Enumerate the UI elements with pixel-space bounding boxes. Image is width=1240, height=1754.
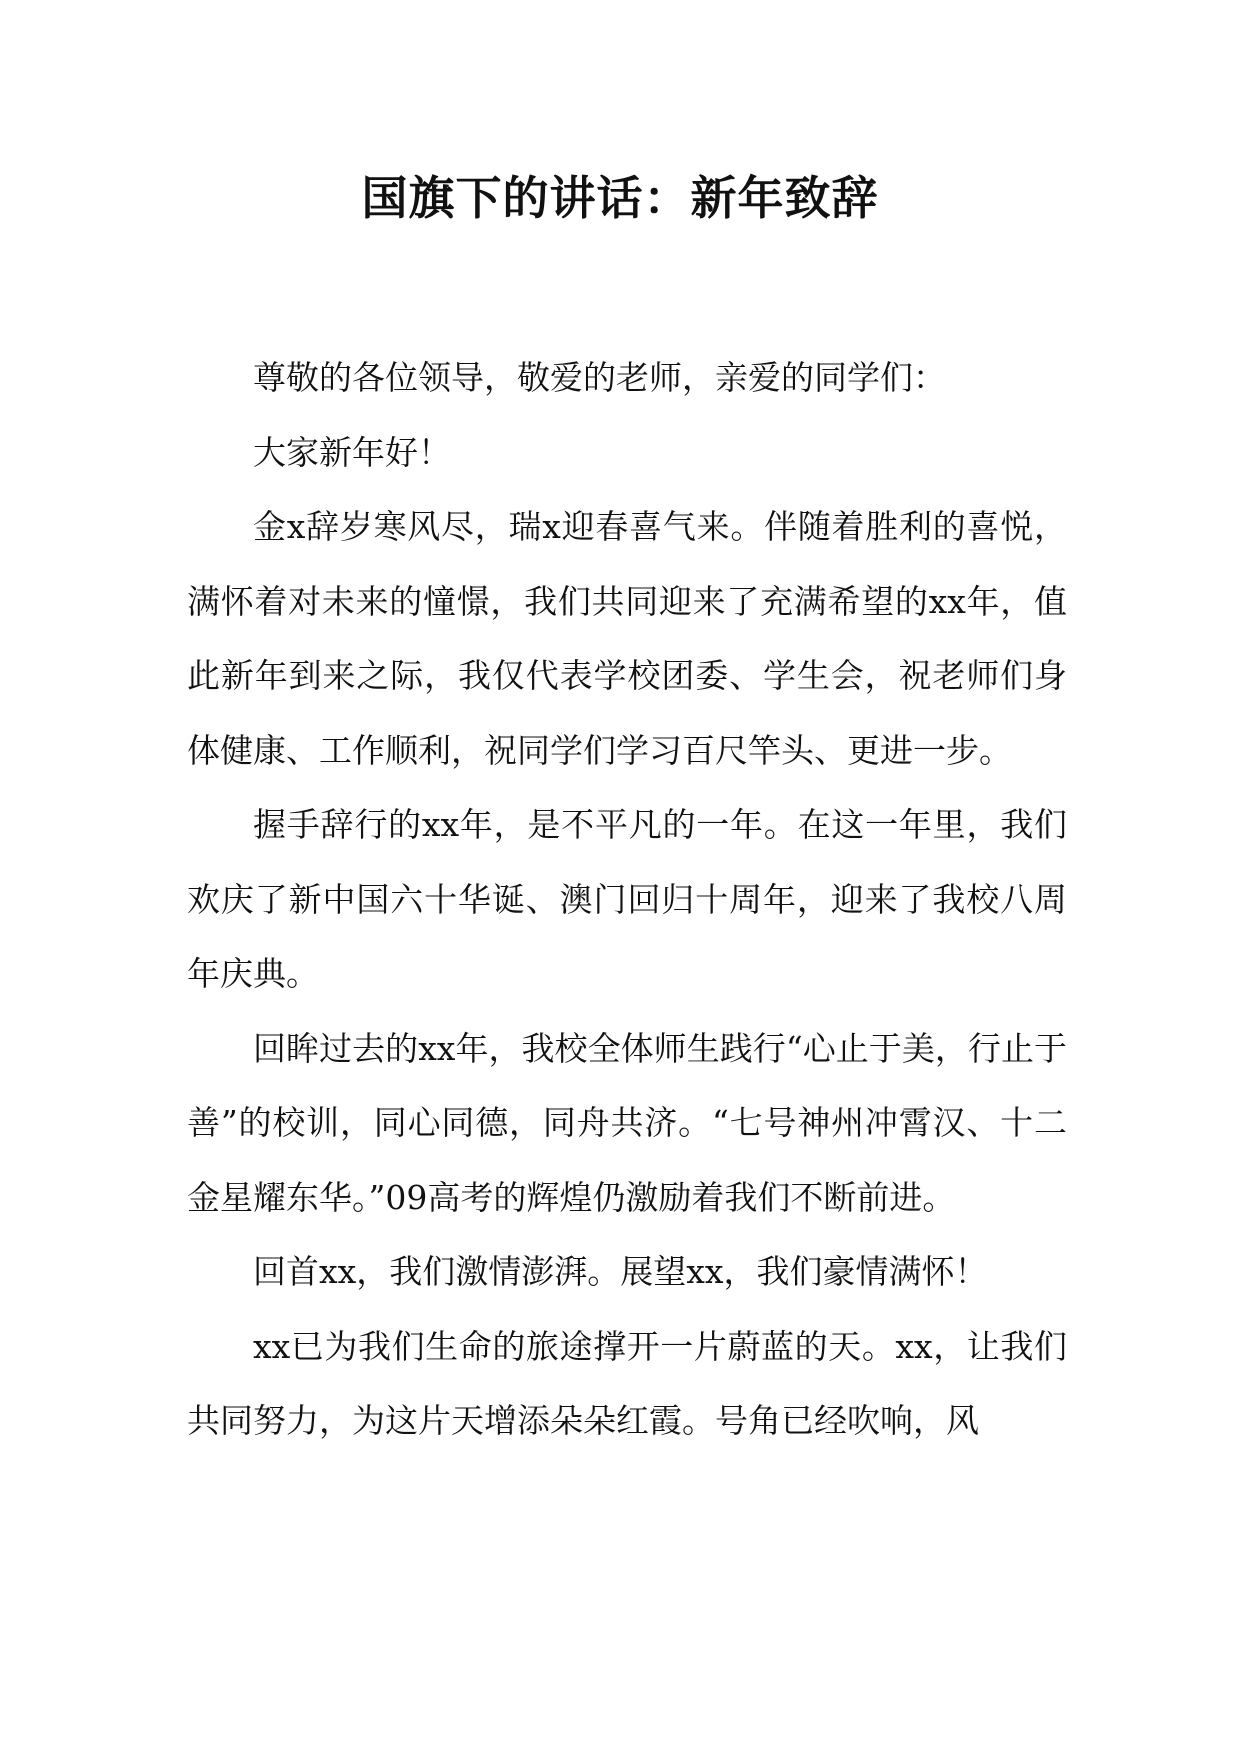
- document-title: 国旗下的讲话：新年致辞: [361, 171, 879, 225]
- greeting-paragraph: 大家新年好！: [253, 432, 451, 472]
- document-body: [187, 341, 1067, 1459]
- body-paragraph: 握手辞行的xx年，是不平凡的一年。在这一年里，我们欢庆了新中国六十华诞、澳门回归十周年，迎来了我校八周年庆典。: [187, 805, 1067, 993]
- body-paragraph: xx已为我们生命的旅途撑开一片蔚蓝的天。xx，让我们共同努力，为这片天增添朵朵红霞。号角已经吹响，风: [187, 1326, 1067, 1440]
- body-paragraph: 回眸过去的xx年，我校全体师生践行“心止于美，行止于善”的校训，同心同德，同舟共济。“七号神州冲霄汉、十二金星耀东华。”09高考的辉煌仍激励着我们不断前进。: [187, 1028, 1067, 1217]
- salutation-paragraph: 尊敬的各位领导，敬爱的老师，亲爱的同学们：: [253, 358, 946, 397]
- body-paragraph: 金x辞岁寒风尽，瑞x迎春喜气来。伴随着胜利的喜悦，满怀着对未来的憧憬，我们共同迎来了充满希望的xx年，值此新年到来之际，我仅代表学校团委、学生会，祝老师们身体健康、工作顺利，祝同学们学习百尺竿头、更进一步。: [187, 507, 1067, 770]
- body-paragraph: 回首xx，我们激情澎湃。展望xx，我们豪情满怀！: [253, 1252, 988, 1291]
